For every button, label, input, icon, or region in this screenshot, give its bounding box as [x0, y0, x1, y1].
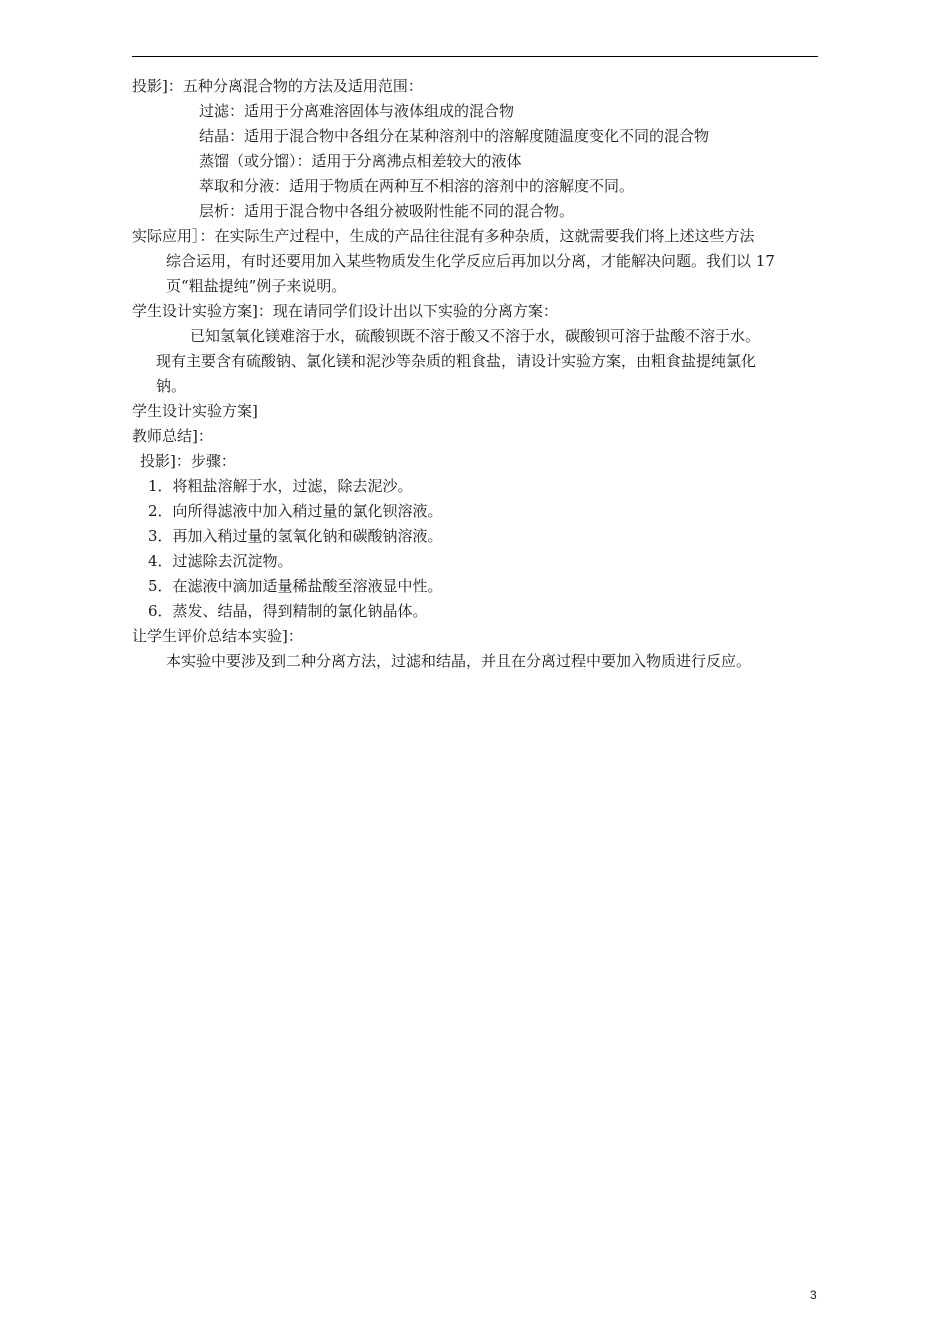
steps-heading: 投影]：步骤： [140, 452, 236, 470]
step-3: 3．再加入稍过量的氢氧化钠和碳酸钠溶液。 [148, 527, 443, 545]
evaluation-heading: 让学生评价总结本实验]： [132, 627, 303, 645]
method-filtration: 过滤：适用于分离难溶固体与液体组成的混合物 [199, 102, 515, 120]
projection-heading: 投影]：五种分离混合物的方法及适用范围： [132, 77, 423, 95]
step-2: 2．向所得滤液中加入稍过量的氯化钡溶液。 [148, 502, 443, 520]
application-paragraph-line-2: 综合运用，有时还要用加入某些物质发生化学反应后再加以分离，才能解决问题。我们以 17 [166, 252, 775, 270]
step-6: 6．蒸发、结晶，得到精制的氯化钠晶体。 [148, 602, 428, 620]
student-design-heading: 学生设计实验方案]：现在请同学们设计出以下实验的分离方案： [132, 302, 558, 320]
student-design-label: 学生设计实验方案] [132, 402, 258, 420]
method-extraction: 萃取和分液：适用于物质在两种互不相溶的溶剂中的溶解度不同。 [199, 177, 635, 195]
application-paragraph-line-3: 页“粗盐提纯”例子来说明。 [166, 277, 347, 295]
application-paragraph-line-1: 实际应用］：在实际生产过程中，生成的产品往往混有多种杂质，这就需要我们将上述这些方法 [132, 227, 755, 245]
problem-paragraph-line-2: 现有主要含有硫酸钠、氯化镁和泥沙等杂质的粗食盐，请设计实验方案，由粗食盐提纯氯化 [156, 352, 757, 370]
method-chromatography: 层析：适用于混合物中各组分被吸附性能不同的混合物。 [199, 202, 575, 220]
evaluation-paragraph: 本实验中要涉及到二种分离方法，过滤和结晶，并且在分离过程中要加入物质进行反应。 [166, 652, 752, 670]
step-1: 1．将粗盐溶解于水，过滤，除去泥沙。 [148, 477, 413, 495]
step-4: 4．过滤除去沉淀物。 [148, 552, 293, 570]
step-5: 5．在滤液中滴加适量稀盐酸至溶液显中性。 [148, 577, 443, 595]
method-crystallization: 结晶：适用于混合物中各组分在某种溶剂中的溶解度随温度变化不同的混合物 [199, 127, 710, 145]
page-number: 3 [810, 1288, 817, 1302]
problem-paragraph-line-3: 钠。 [156, 377, 187, 395]
teacher-summary-label: 教师总结]： [132, 427, 213, 445]
header-rule [132, 56, 818, 57]
method-distillation: 蒸馏（或分馏）：适用于分离沸点相差较大的液体 [199, 152, 522, 170]
problem-paragraph-line-1: 已知氢氧化镁难溶于水，硫酸钡既不溶于酸又不溶于水，碳酸钡可溶于盐酸不溶于水。 [190, 327, 761, 345]
